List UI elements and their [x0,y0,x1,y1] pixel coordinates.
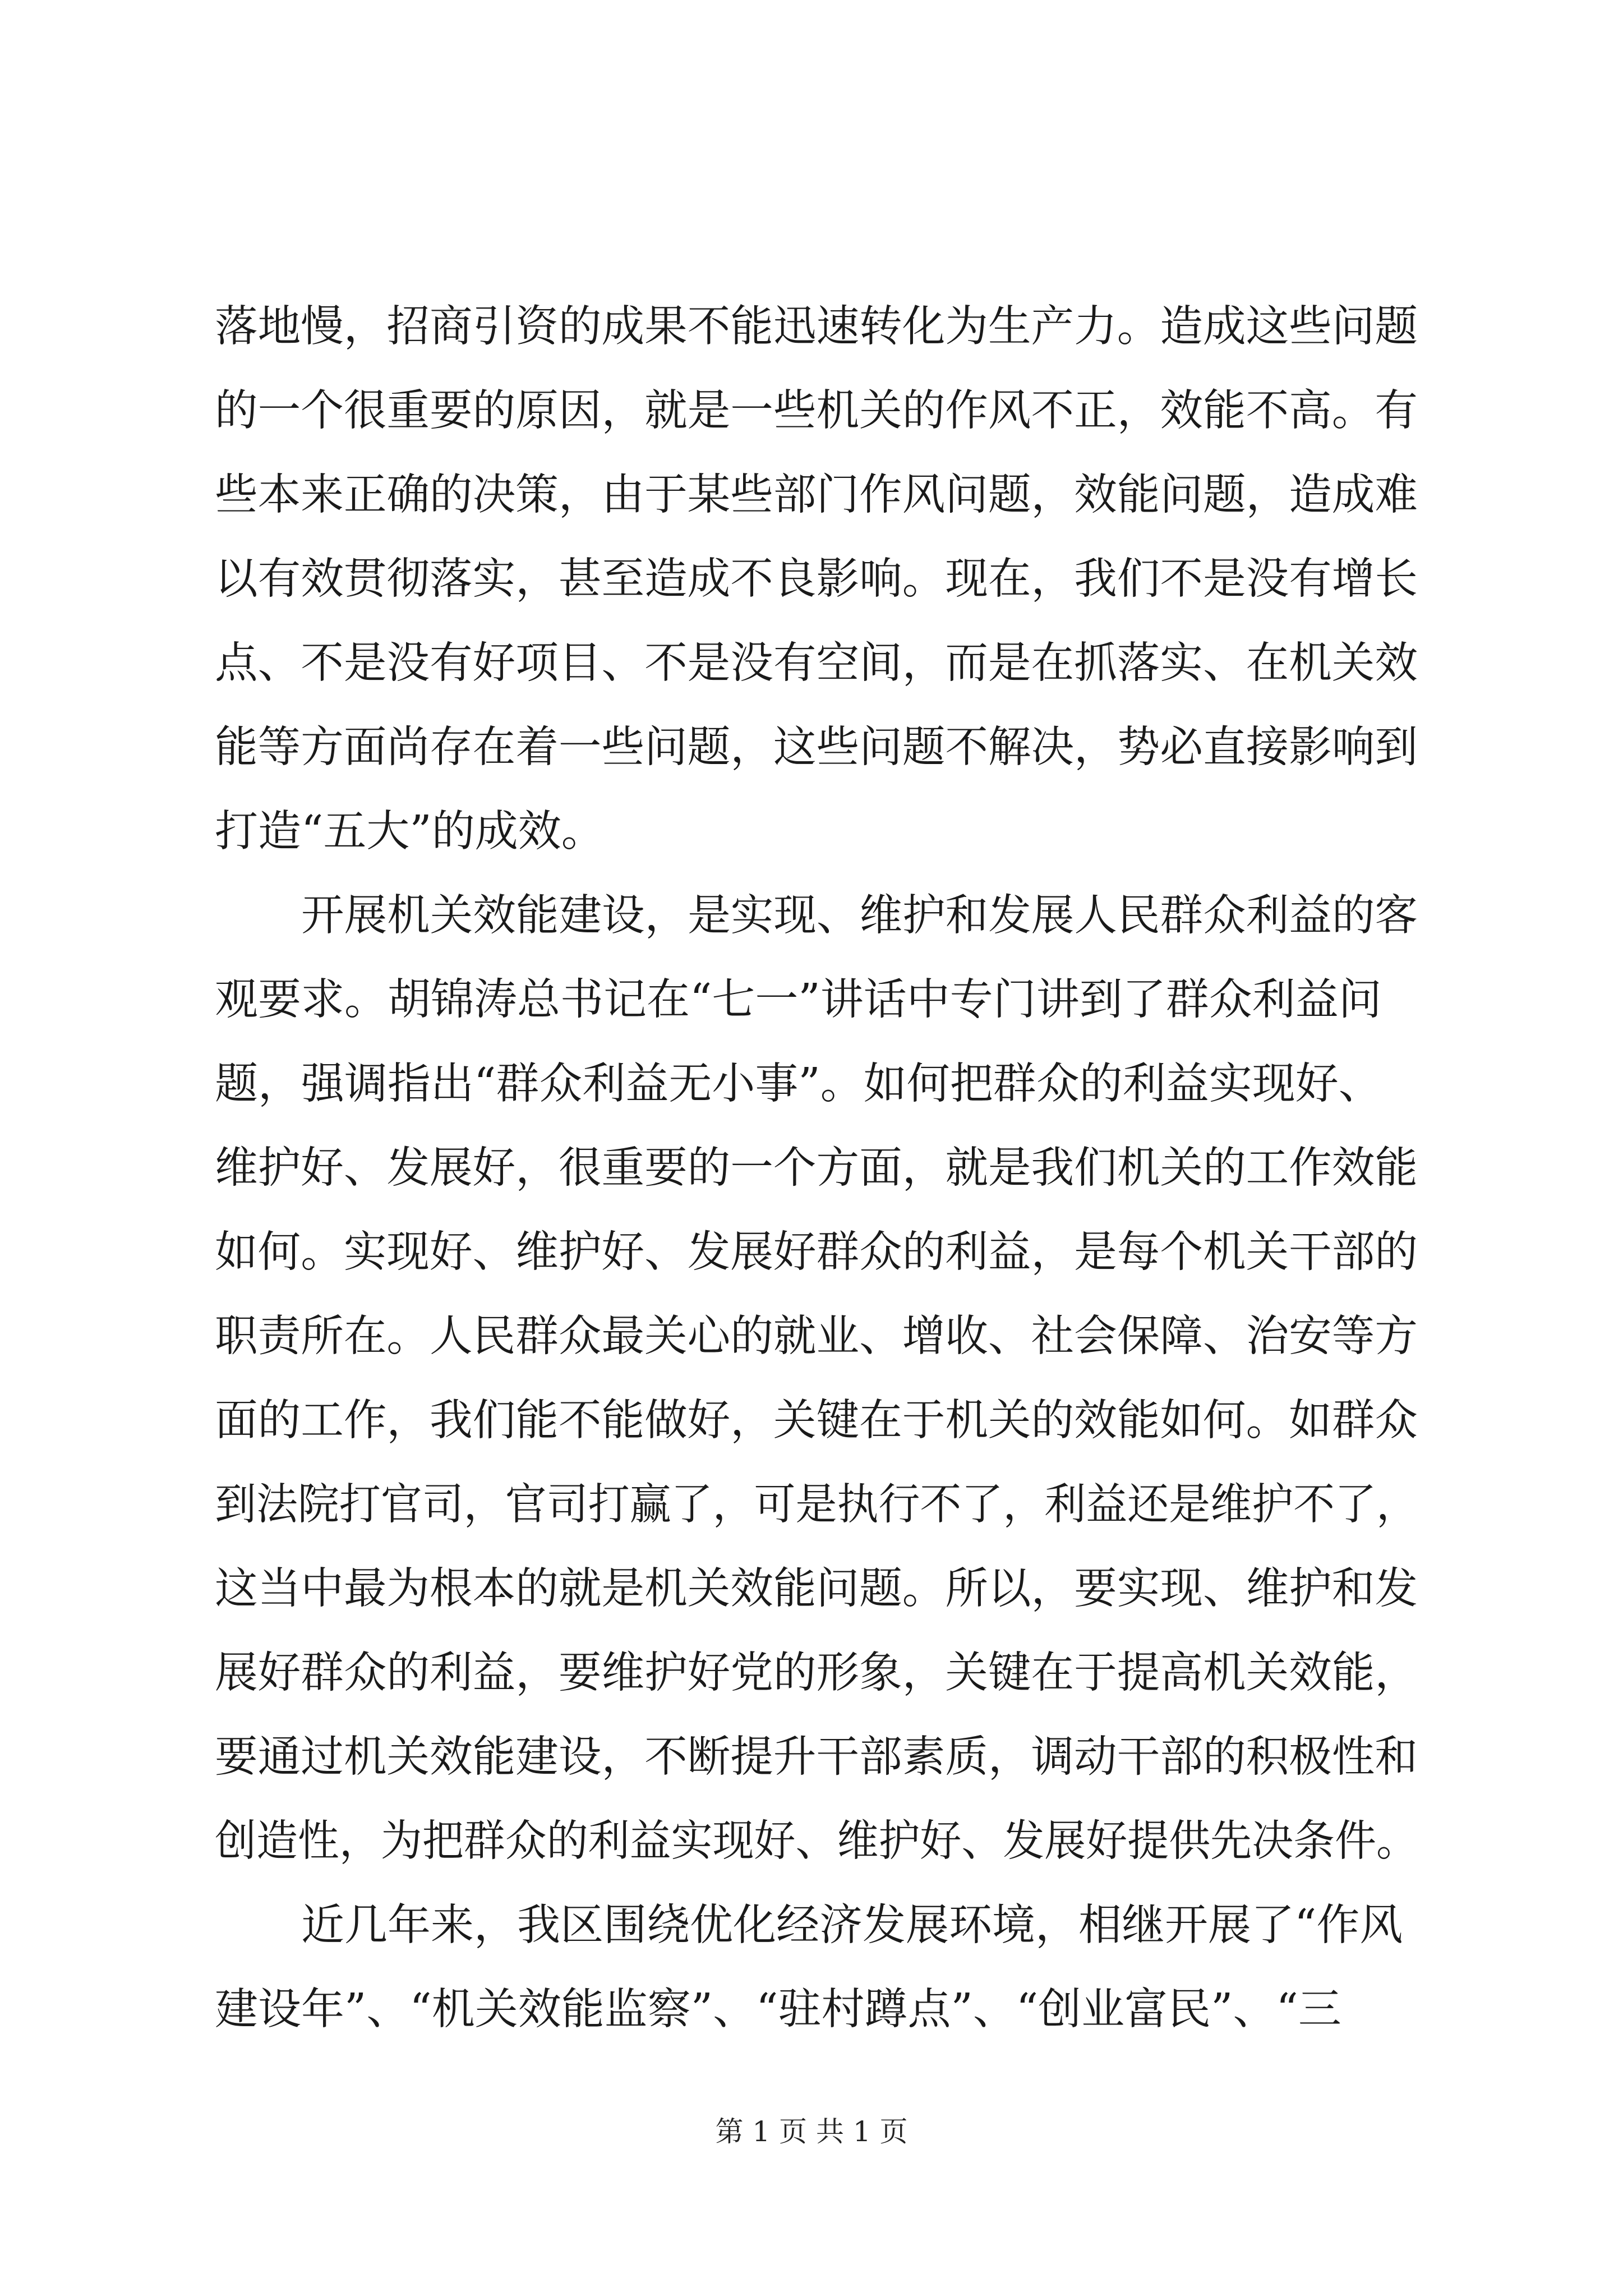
text-line: 能等方面尚存在着一些问题，这些问题不解决，势必直接影响到 [215,723,1418,772]
paragraph-first-line: 近几年来，我区围绕优化经济发展环境，相继开展了“作风 [301,1901,1403,1950]
text-line: 维护好、发展好，很重要的一个方面，就是我们机关的工作效能 [215,1143,1418,1193]
text-line: 如何。实现好、维护好、发展好群众的利益，是每个机关干部的 [215,1227,1418,1277]
paragraph-first-line: 开展机关效能建设，是实现、维护和发展人民群众利益的客 [301,891,1418,941]
text-line: 题，强调指出“群众利益无小事”。如何把群众的利益实现好、 [215,1059,1382,1109]
text-line: 创造性，为把群众的利益实现好、维护好、发展好提供先决条件。 [215,1816,1418,1866]
text-line: 建设年”、“机关效能监察”、“驻村蹲点”、“创业富民”、“三 [215,1985,1341,2035]
text-line: 落地慢，招商引资的成果不能迅速转化为生产力。造成这些问题 [215,302,1418,352]
page-footer: 第 1 页 共 1 页 [715,2115,908,2148]
text-line: 打造“五大”的成效。 [215,807,605,857]
text-line: 观要求。胡锦涛总书记在“七一”讲话中专门讲到了群众利益问 [215,975,1382,1025]
text-line: 些本来正确的决策，由于某些部门作风问题，效能问题，造成难 [215,470,1418,520]
text-line: 到法院打官司，官司打赢了，可是执行不了，利益还是维护不了， [215,1480,1418,1530]
text-line: 职责所在。人民群众最关心的就业、增收、社会保障、治安等方 [215,1312,1418,1361]
text-line: 的一个很重要的原因，就是一些机关的作风不正，效能不高。有 [215,386,1418,436]
text-line: 点、不是没有好项目、不是没有空间，而是在抓落实、在机关效 [215,638,1418,688]
text-line: 以有效贯彻落实，甚至造成不良影响。现在，我们不是没有增长 [215,554,1418,604]
text-line: 要通过机关效能建设，不断提升干部素质，调动干部的积极性和 [215,1732,1418,1782]
text-line: 面的工作，我们能不能做好，关键在于机关的效能如何。如群众 [215,1396,1418,1446]
text-line: 这当中最为根本的就是机关效能问题。所以，要实现、维护和发 [215,1564,1418,1614]
text-line: 展好群众的利益，要维护好党的形象，关键在于提高机关效能， [215,1648,1418,1698]
